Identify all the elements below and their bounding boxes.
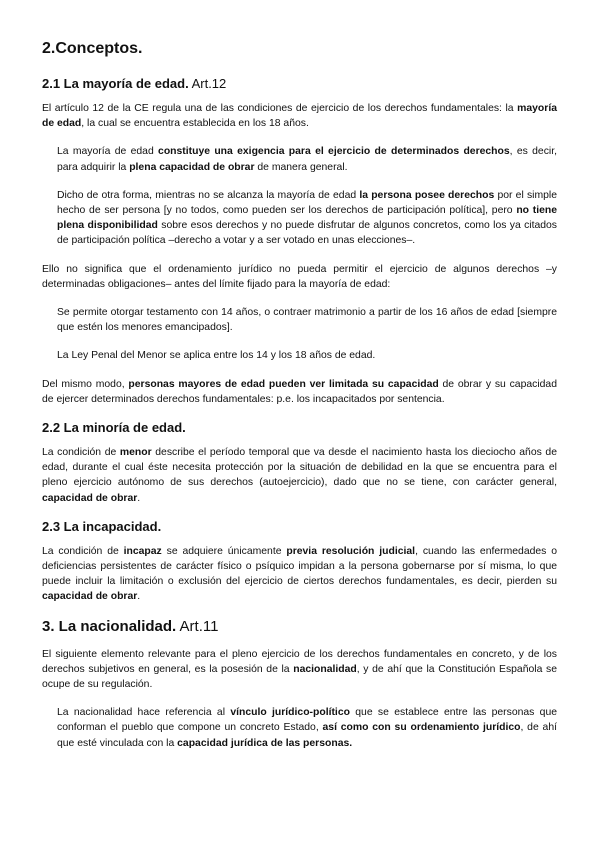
document-page [42, 40, 557, 762]
paragraph-2-2-minor [42, 445, 557, 506]
paragraph-2-1-intro [42, 101, 557, 131]
bold-term: constituye una exigencia para el ejercicio de determinados derechos [158, 146, 510, 158]
section-3-article-ref: Art.11 [176, 617, 219, 635]
bold-term: nacionalidad [293, 663, 357, 675]
paragraph-2-3-incapacity [42, 544, 557, 605]
text-run: . [137, 591, 141, 603]
text-run: , la cual se encuentra establecida en los 18 años. [81, 118, 309, 130]
text-run: que se establece entre las personas que conforman el pueblo que compone un concreto Estado, [57, 707, 558, 734]
bold-term: capacidad de obrar [42, 591, 138, 603]
section-2-3-title: 2.3 La incapacidad. [42, 518, 162, 534]
bold-term: capacidad jurídica de las personas. [177, 737, 353, 749]
section-2-2-title: 2.2 La minoría de edad. [42, 420, 186, 436]
paragraph-2-1-testament: Se permite otorgar testamento con 14 años, o contraer matrimonio a partir de los 16 años de edad [siempre que estén los menores emancipados]. [57, 307, 557, 334]
text-run: , cuando las enfermedades o deficiencias persistentes de carácter físico o psíquico impidan a la persona gobernarse por sí misma, lo que puede incluir la limitación o exclusión del ejercicio de ciertos derechos fundamentales, es decir, pierden su [42, 545, 557, 588]
text-run: , de ahí que esté vinculada con la [57, 722, 557, 749]
paragraph-3-intro [42, 647, 557, 693]
text-run: , es decir, para adquirir la [57, 146, 557, 173]
text-run: Dicho de otra forma, mientras no se alcanza la mayoría de edad [57, 189, 360, 201]
text-run: se adquiere únicamente [161, 545, 287, 557]
text-run: El siguiente elemento relevante para el pleno ejercicio de los derechos fundamentales en concreto, y de los derechos subjetivos en general, es la posesión de la [42, 648, 557, 675]
text-run: La condición de [42, 545, 124, 557]
text-run: Del mismo modo, [42, 378, 129, 390]
text-run: por el simple hecho de ser persona [y no todos, como pueden ser los derechos de participación política], pero [57, 189, 557, 217]
text-run: La nacionalidad hace referencia al [57, 707, 231, 719]
bold-term: mayoría de edad [42, 103, 557, 130]
text-run: de obrar y su capacidad de ejercer determinados derechos fundamentales: p.e. los incapacitados por sentencia. [42, 378, 557, 405]
paragraph-2-1-limited-capacity [42, 377, 557, 407]
bold-term: vínculo jurídico-político [230, 707, 350, 719]
section-2-1-article-ref: Art.12 [188, 76, 227, 91]
bold-term: incapaz [123, 545, 162, 557]
paragraph-2-1-exceptions: Ello no significa que el ordenamiento jurídico no pueda permitir el ejercicio de algunos derechos –y determinadas obligaciones– antes del límite fijado para la mayoría de edad: [42, 263, 557, 290]
bold-term: menor [119, 447, 152, 459]
paragraph-3-definition [57, 705, 557, 751]
text-run: . [137, 492, 141, 504]
text-run: sobre esos derechos y no puede disfrutar de algunos concretos, como los ya citados de participación política –derecho a votar y a ser votado en unas elecciones–. [57, 220, 557, 247]
paragraph-2-1-rights [57, 188, 557, 249]
section-2-2-heading [42, 420, 557, 435]
paragraph-2-1-penal-law: La Ley Penal del Menor se aplica entre los 14 y los 18 años de edad. [57, 350, 376, 362]
section-2-heading [42, 40, 557, 58]
text-run: , y de ahí que la Constitución Española se ocupe de su regulación. [42, 663, 557, 691]
section-2-title: 2.Conceptos. [42, 40, 143, 57]
bold-term: capacidad de obrar [42, 492, 138, 504]
bold-term: la persona posee derechos [359, 189, 495, 201]
text-run: El artículo 12 de la CE regula una de las condiciones de ejercicio de los derechos fundamentales: la [42, 103, 518, 114]
bold-term: no tiene plena disponibilidad [57, 205, 557, 232]
bold-term: así como con su ordenamiento jurídico [322, 722, 521, 734]
bold-term: personas mayores de edad pueden ver limitada su capacidad [128, 378, 439, 390]
section-2-3-heading [42, 519, 557, 534]
section-3-title: 3. La nacionalidad. [42, 617, 177, 635]
section-2-1-title: 2.1 La mayoría de edad. [42, 76, 189, 91]
bold-term: previa resolución judicial [286, 545, 416, 557]
section-2-1-heading [42, 76, 557, 91]
bold-term: plena capacidad de obrar [129, 161, 255, 173]
section-3-heading [42, 618, 557, 635]
text-run: de manera general. [254, 161, 348, 173]
text-run: describe el período temporal que va desde el nacimiento hasta los dieciocho años de edad, durante el cual éste necesita protección por la situación de debilidad en la que se encuentra para el pleno ejercicio autónomo de sus derechos (autoejercicio), dado que no se tiene, con carácter general, [42, 447, 557, 489]
text-run: La condición de [42, 447, 120, 459]
paragraph-2-1-requirement [57, 144, 557, 174]
text-run: La mayoría de edad [57, 146, 159, 158]
